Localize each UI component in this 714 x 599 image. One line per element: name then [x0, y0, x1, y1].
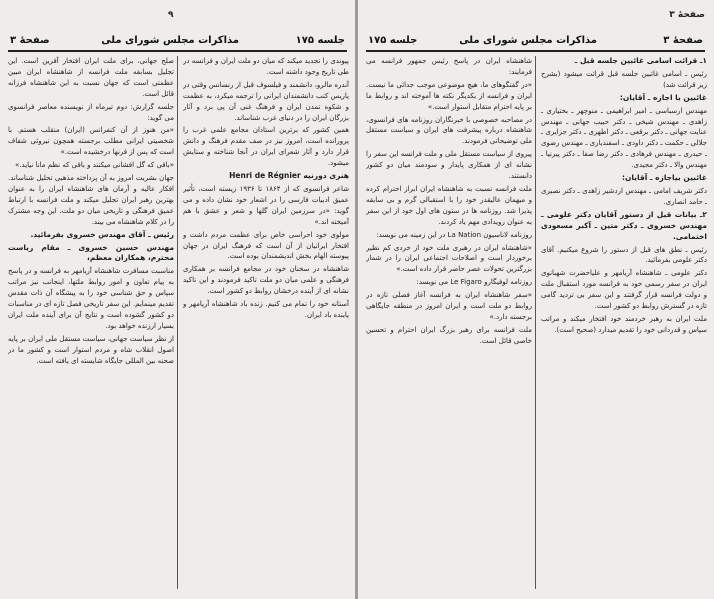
- paragraph: از نظر سیاست جهانی، سیاست مستقل ملی ایران بر پایه اصول انقلاب شاه و مردم استوار است و کشور ما در صحنه بین المللی جایگاه شایسته ای یافته است.: [8, 334, 174, 365]
- paragraph: «من هنوز از آن کنفرانس (ایران) منقلب هستم. با شخصیتی ایرانی مطلب برجسته همچون نیروئی شفاف است که پس از قرنها درخشیده است.»: [8, 126, 174, 157]
- paragraph: پیروی از سیاست مستقل ملی و ملت فرانسه این سفر را نشانه ای از همکاری پایدار و سودمند میان دو کشور دانستند.: [366, 150, 532, 181]
- column-outer-right: [541, 56, 707, 591]
- paragraph: همین کشور که برترین استادان مجامع علمی غرب را پرورانده است، امروز نیز در صف مقدم فرهنگ و دانش قرار دارد و آثار شعرای ایران در آنجا شناخته و ستایش میشود.: [183, 126, 349, 168]
- speaker-line: رئیس ـ آقای مهندس خسروی بفرمائید.: [30, 229, 174, 239]
- section-heading: ۲ـ بیانات قبل از دستور آقایان دکتر علومی ـ مهندس خسروی ـ دکتر متین ـ آکبر مسعودی اختمامی.: [541, 209, 707, 241]
- paragraph: مناسبت مسافرت شاهنشاه آریامهر به فرانسه و در پاسخ به پیام تعاون و امور روابط ملتها، اینجانب نیز مراتب سپاس و حق شناسی خود را به پیشگاه آن ذات مقدس تقدیم مینمایم. این سفر تاریخی فصل تازه ای در مناسبات دو کشور گشوده است و نتایج آن برای آینده ملت ایران بسیار ارزنده خواهد بود.: [8, 267, 174, 330]
- header-title: مذاکرات مجلس شورای ملی: [101, 35, 239, 46]
- right-page: [358, 0, 713, 599]
- paragraph: آستانه خود را تمام می کنیم. زنده باد شاهنشاه آریامهر و پاینده باد ایران.: [183, 300, 349, 319]
- paragraph: پیوندی را تجدید میکند که میان دو ملت ایران و فرانسه در طی تاریخ وجود داشته است.: [183, 57, 349, 76]
- paragraph: شاعر فرانسوی که از ۱۸۶۴ تا ۱۹۳۶ زیسته است، تأثیر عمیق ادبیات فارسی را در اشعار خود نشان داده و می گوید: «در سرزمین ایران گلها و شعر و عشق با هم آمیخته اند.»: [183, 184, 349, 226]
- page-header: [366, 34, 705, 52]
- paragraph: مهندس ارسباسی ـ امیر ابراهیمی ـ منوچهر ـ بختیاری ـ زاهدی ـ مهندس شیخی ـ دکتر حبیب جهانی ـ مهندس عنایت جهانی ـ دکتر برقعی ـ دکتر اطهری ـ دکتر جزایری ـ جلالی ـ حکمت ـ دکتر داودی ـ اسفندیاری ـ مهندس رضوی ـ حیدری ـ مهندس فرهادی ـ دکتر رضا صفا ـ دکتر پیرنیا ـ مهندس والا ـ دکتر مجیدی.: [541, 106, 707, 170]
- paragraph: رئیس ـ اسامی غائبین جلسه قبل قرائت میشود (بشرح زیر قرائت شد): [541, 69, 707, 89]
- header-page-number: صفحهٔ ۳: [663, 35, 703, 46]
- header-session: صفحهٔ ۳: [10, 35, 50, 46]
- column-divider: [535, 56, 536, 589]
- paragraph: دکتر علومی ـ شاهنشاه آریامهر و علیاحضرت شهبانوی ایران در سفر رسمی خود به فرانسه مورد استقبال ملت و دولت فرانسه قرار گرفتند و این سفر بی تردید گامی تازه در گسترش روابط دو کشور است.: [541, 269, 707, 311]
- paragraph-heading: هنری دورنیه Henri de Régnier: [229, 171, 349, 181]
- column-inner-right: [366, 56, 532, 591]
- paragraph: «در گفتگوهای ما، هیچ موضوعی موجب جدائی ما نیست. ایران و فرانسه از یکدیگر نکته ها آموخته اند و روابط ما بر پایه احترام متقابل استوار است.»: [366, 80, 532, 111]
- paragraph: در مصاحبه خصوصی با خبرنگاران روزنامه های فرانسوی، شاهنشاه درباره پیشرفت های ایران و سیاست مستقل ملی توضیحاتی فرمودند.: [366, 115, 532, 146]
- header-page-number: جلسه ۱۷۵: [295, 35, 345, 46]
- paragraph: دکتر شریف امامی ـ مهندس اردشیر زاهدی ـ دکتر نصیری ـ حامد انصاری.: [541, 186, 707, 206]
- paragraph: شاهنشاه در سخنان خود در مجامع فرانسه بر همکاری فرهنگی و علمی میان دو ملت تاکید فرمودند و این تاکید نشانه ای از آینده درخشان روابط دو کشور است.: [183, 265, 349, 296]
- paragraph: رئیس ـ نطق های قبل از دستور را شروع میکنیم. آقای دکتر علومی بفرمائید.: [541, 245, 707, 265]
- subheading: غائبین با اجازه ـ آقایان:: [619, 92, 707, 102]
- column-divider: [177, 56, 178, 589]
- page-mark: صفحهٔ ۳: [669, 10, 705, 20]
- header-session: جلسه ۱۷۵: [368, 35, 418, 46]
- paragraph: ملت فرانسه نسبت به شاهنشاه ایران ابراز احترام کرده و میهمان عالیقدر خود را با استقبالی گرم و بی سابقه پذیرا شد. روزنامه ها در ستون های اول خود از این سفر به عنوان رویدادی مهم یاد کردند.: [366, 184, 532, 226]
- paragraph: «سفر شاهنشاه ایران به فرانسه آغاز فصلی تازه در روابط دو ملت است و ایران امروز در منطقه جایگاهی برجسته دارد.»: [366, 291, 532, 321]
- paragraph: صلح جهانی، برای ملت ایران افتخار آفرین است. این تجلیل بسابقه ملت فرانسه از شاهنشاه ایران مبین عظمتی است که جهان نسبت به این شاهنشاه فرزانه قائل است.: [8, 57, 174, 98]
- paragraph: ملت ایران به رهبر خردمند خود افتخار میکند و مراتب سپاس و قدردانی خود را تقدیم میدارد (صحیح است).: [541, 314, 707, 334]
- speaker-line: مهندس حسین خسروی ـ مقام ریاست محترم، همکاران معظم،: [8, 242, 174, 263]
- column-inner-left: [183, 56, 349, 591]
- page-header: [8, 34, 347, 52]
- header-title: مذاکرات مجلس شورای ملی: [459, 35, 597, 46]
- paragraph: جلسه گزارش: دوم تیرماه از نویسنده معاصر فرانسوی می گوید:: [8, 102, 174, 122]
- paragraph: روزنامه لاناسیون La Nation در این زمینه می نویسد:: [376, 230, 532, 239]
- paragraph: آندره مالرو، دانشمند و فیلسوف قبل از رنسانس وقتی در پاریس کتب دانشمندان ایرانی را ترجمه میکرد، به عظمت و شکوه تمدن ایران و فرهنگ غنی آن پی برد و آثار بزرگان ایران را در دنیای غرب شناساند.: [183, 80, 349, 122]
- paragraph: شاهنشاه ایران در پاسخ رئیس جمهور فرانسه می فرمایند:: [366, 57, 532, 76]
- section-heading: ۱ـ قرائت اسامی غائبین جلسه قبل ـ: [574, 56, 707, 65]
- paragraph: مولوی خود احراسی خاص برای عظمت مردم داشت و افتخار ایرانیان از آن است که فرهنگ ایران در جهان پیوسته الهام بخش اندیشمندان بوده است.: [183, 230, 349, 261]
- column-outer-left: [8, 56, 174, 591]
- paragraph: «باقی که گل افشانی میکنند و باقی که نظم مانا نیاید.»: [15, 161, 174, 170]
- paragraph: «شاهنشاه ایران در رهبری ملت خود از خردی کم نظیر برخوردار است و اصلاحات اجتماعی ایران را در شمار بزرگترین تحولات عصر حاضر قرار داده است.»: [366, 243, 532, 274]
- subheading: غائبین بیاجازه ـ آقایان:: [621, 173, 707, 183]
- paragraph: جهان بشریت امروز به آن پرداخته مذهبی تحلیل شناساند. افکار عالیه و آرمان های شاهنشاه ایران را به عنوان بهترین رهبر ایران تجلیل میکند و ملت فرانسه با ارتباط عمیق فرهنگی و تاریخی میان دو ملت، این وجه مشترک را در کلام شاهنشاه می بیند.: [8, 174, 174, 226]
- left-page: [0, 0, 355, 599]
- page-mark: ٩: [168, 10, 174, 20]
- paragraph: ملت فرانسه برای رهبر بزرگ ایران احترام و تحسین خاصی قائل است.: [366, 325, 532, 345]
- paragraph: روزنامه لوفیگارو Le Figaro می نویسد:: [416, 278, 532, 287]
